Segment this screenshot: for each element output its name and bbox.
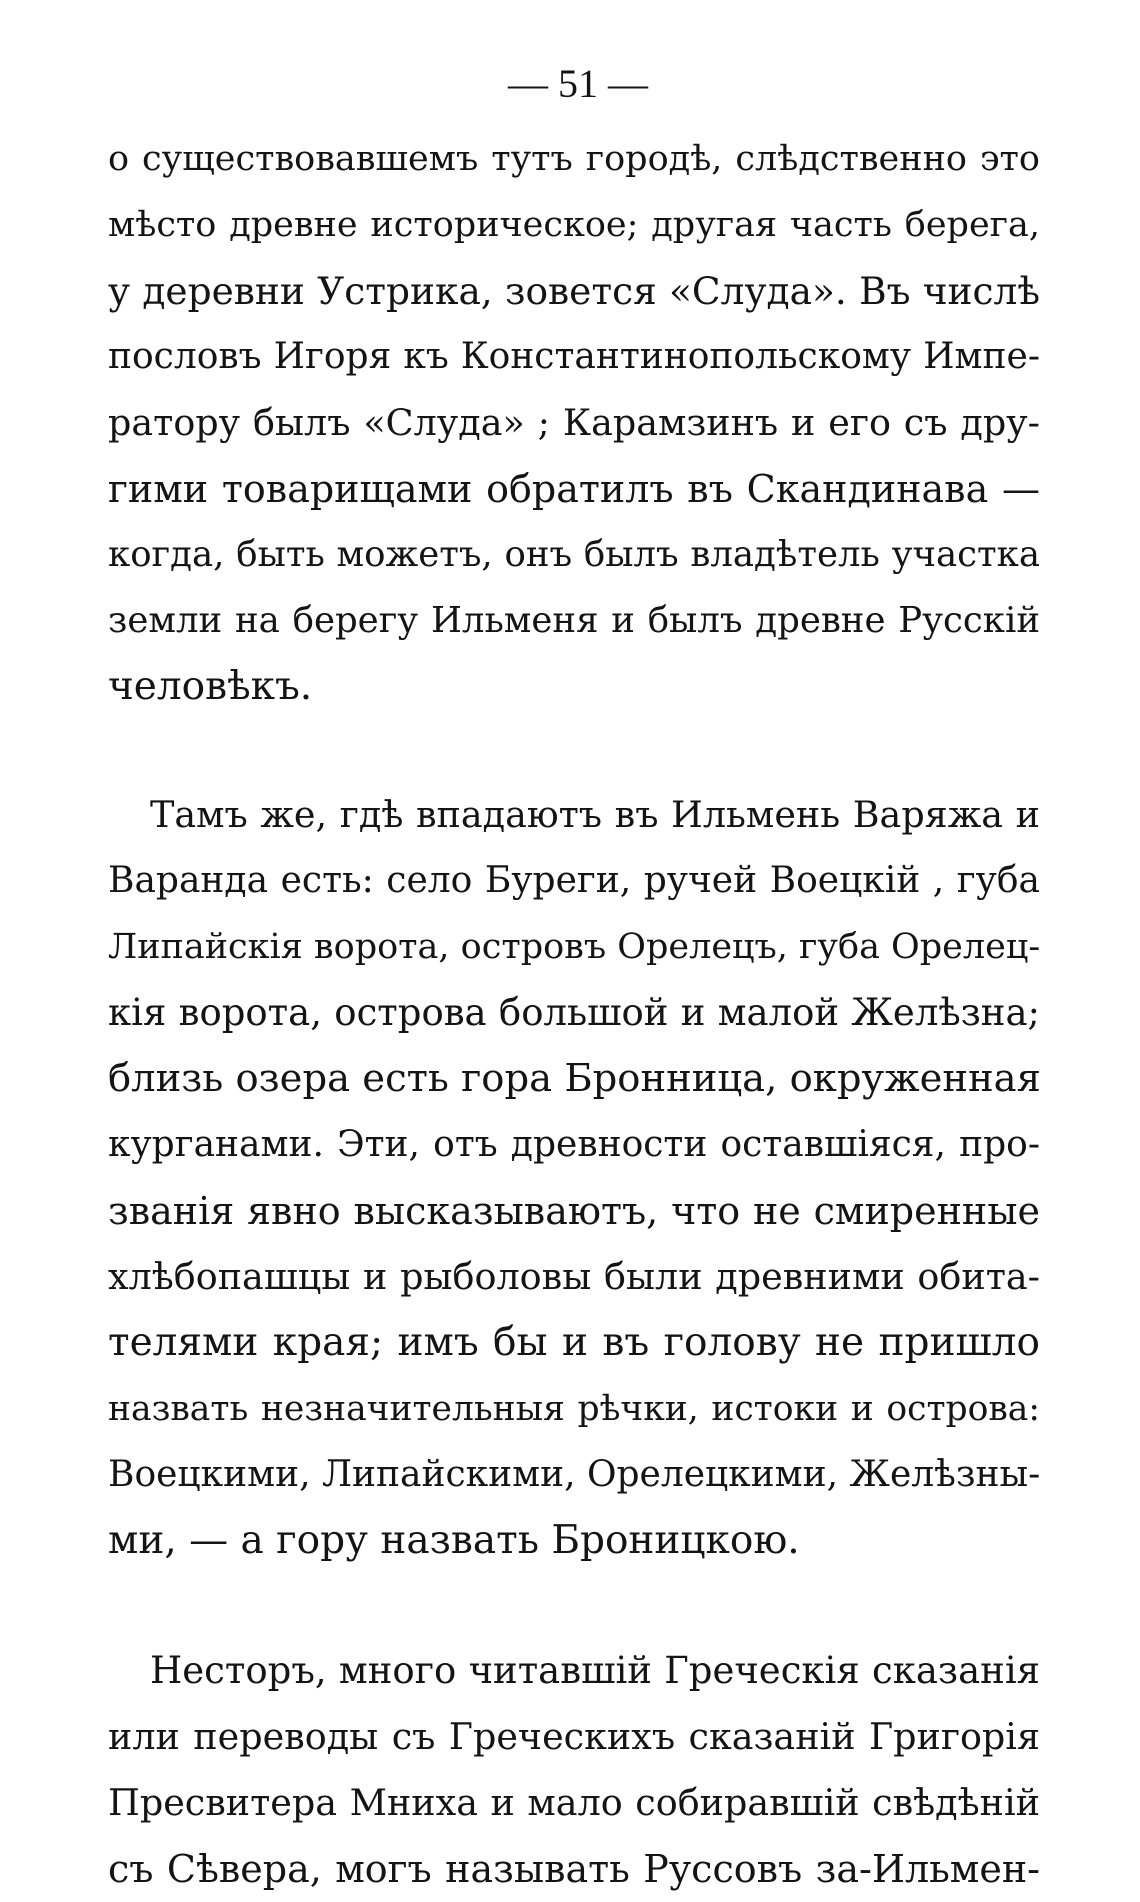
text-line: близь озера есть гора Бронница, окруженная [108,1056,1041,1101]
text-line: ми, — а гору назвать Броницкою. [108,1518,800,1563]
text-line: ратору былъ «Слуда» ; Карамзинъ и его съ дру- [108,401,1040,444]
text-line: Воецкими, Липайскими, Орелецкими, Желѣзны- [108,1454,1041,1495]
text-line: Пресвитера Мниха и мало собиравшій свѣдѣній [108,1781,1040,1824]
text-line: когда, быть можетъ, онъ былъ владѣтель участка [108,534,1040,575]
text-line: мѣсто древне историческое; другая часть берега, [108,205,1040,245]
text-line: человѣкъ. [108,664,313,709]
text-line: у деревни Устрика, зовется «Слуда». Въ числѣ [108,269,1040,313]
text-line: или переводы съ Греческихъ сказаній Григорія [108,1715,1040,1758]
text-line: о существовавшемъ тутъ городѣ, слѣдственно это [108,139,1040,179]
text-line: гими товарищами обратилъ въ Скандинава — [108,467,1040,511]
text-line: земли на берегу Ильменя и былъ древне Русскій [108,600,1040,641]
text-line: хлѣбопашцы и рыболовы были древними обита- [108,1255,1040,1298]
text-line: назвать незначительныя рѣчки, истоки и острова: [108,1389,1040,1429]
text-line: телями края; имъ бы и въ голову не пришло [108,1320,1040,1365]
text-line: званія явно высказываютъ, что не смиренные [108,1189,1040,1233]
paragraph-1 [108,126,1040,720]
text-line: Варанда есть: село Буреги, ручей Воецкій , губа [108,860,1040,901]
text-line: курганами. Эти, отъ древности оставшіяся, про- [108,1124,1040,1165]
page-number: — 51 — [508,61,648,106]
paragraph-2 [108,782,1040,1574]
text-line: Липайскія ворота, островъ Орелецъ, губа Орелец- [108,927,1041,967]
text-line: съ Сѣвера, могъ называть Руссовъ за-Ильмен- [108,1847,1040,1891]
paragraph-3 [108,1638,1040,1902]
text-line: пословъ Игоря къ Константинопольскому Импе- [108,336,1040,377]
text-line: Тамъ же, гдѣ впадаютъ въ Ильмень Варяжа и [150,793,1040,836]
text-line: Несторъ, много читавшій Греческія сказанія [150,1649,1040,1692]
text-line: кія ворота, острова большой и малой Желѣзна; [108,991,1040,1034]
